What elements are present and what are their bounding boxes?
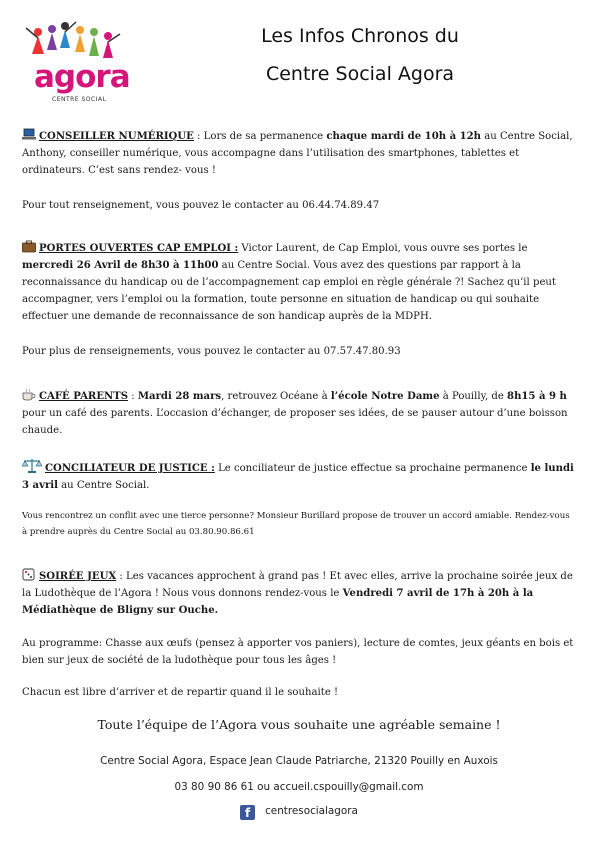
conciliateur-detail: Vous rencontrez un conflit avec une tierce personne? Monsieur Burillard propose de trouver un accord amiable. Rendez-vous à prendre auprès du Centre Social au 03.80.90.86.61 (22, 511, 570, 537)
conseiller-contact: Pour tout renseignement, vous pouvez le contacter au 06.44.74.89.47 (22, 200, 380, 211)
jeux-heading: SOIRÉE JEUX (39, 571, 117, 582)
portes-contact: Pour plus de renseignements, vous pouvez le contacter au 07.57.47.80.93 (22, 346, 401, 357)
closing-message: Toute l’équipe de l’Agora vous souhaite une agréable semaine ! (97, 717, 501, 732)
page-title-line2: Centre Social Agora (265, 63, 455, 85)
portes-section (22, 240, 576, 325)
footer-facebook (22, 805, 576, 820)
briefcase-icon (22, 240, 36, 253)
portes-date: mercredi 26 Avril de 8h30 à 11h00 (22, 260, 219, 271)
portes-heading: PORTES OUVERTES CAP EMPLOI : (39, 243, 239, 254)
conseiller-schedule: chaque mardi de 10h à 12h (326, 131, 482, 142)
footer-phone-email: 03 80 90 86 61 ou accueil.cspouilly@gmail.com (174, 781, 424, 793)
cafe-text-4: pour un café des parents. L’occasion d’échanger, de proposer ses idées, de se pauser autour d’une boisson chaude. (22, 408, 568, 436)
jeux-text-1: : Les vacances approchent à grand pas ! Et avec elles, arrive la prochaine soirée jeux de la Ludothèque de l’Agora ! Nous vous donnons rendez-vous le (22, 571, 573, 599)
conciliateur-text-1: Le conciliateur de justice effectue sa prochaine permanence (214, 463, 531, 474)
portes-text-2: au Centre Social. Vous avez des questions par rapport à la reconnaissance du handicap ou de l’accompagnement cap emploi en règle générale ?! Sachez qu’il peut accompagner, vers l’emploi ou la formation, toute personne en situation de handicap ou qui souhaite effectuer une demande de reconnaissance de son handicap auprès de la MDPH. (22, 260, 556, 322)
facebook-handle[interactable]: centresocialagora (265, 805, 358, 817)
cafe-time: 8h15 à 9 h (507, 391, 567, 402)
facebook-icon: f (240, 805, 255, 820)
jeux-programme: Au programme: Chasse aux œufs (pensez à apporter vos paniers), lecture de comtes, jeux géants en bois et bien sur jeux de société de la ludothèque pour tous les âges ! (22, 638, 574, 666)
laptop-icon (22, 128, 36, 141)
cafe-text-1: : (128, 391, 138, 402)
dice-icon (22, 568, 36, 581)
conciliateur-date: le lundi 3 avril (22, 463, 574, 491)
conciliateur-section (22, 458, 576, 494)
cafe-text-3: à Pouilly, de (439, 391, 508, 402)
cafe-date: Mardi 28 mars (137, 391, 222, 402)
scales-icon (22, 458, 42, 471)
cafe-heading: CAFÉ PARENTS (39, 391, 129, 402)
conciliateur-text-2: au Centre Social. (57, 480, 150, 491)
portes-text-1: Victor Laurent, de Cap Emploi, vous ouvre ses portes le (238, 243, 528, 254)
jeux-section (22, 568, 576, 619)
conciliateur-heading: CONCILIATEUR DE JUSTICE : (45, 463, 215, 474)
conseiller-text-1: : Lors de sa permanence (193, 131, 327, 142)
jeux-date-location: Vendredi 7 avril de 17h à 20h à la Médiathèque de Bligny sur Ouche. (22, 588, 534, 616)
coffee-cup-icon (22, 388, 36, 401)
page-title-line1: Les Infos Chronos du (261, 25, 459, 47)
logo-wordmark: agora (34, 59, 130, 95)
logo-subtitle: CENTRE SOCIAL (52, 96, 107, 103)
conseiller-text-2: au Centre Social, Anthony, conseiller numérique, vous accompagne dans l’utilisation des smartphones, tablettes et ordinateurs. C’est sans rendez- vous ! (22, 131, 573, 176)
cafe-text-2: , retrouvez Océane à (221, 391, 331, 402)
conseiller-heading: CONSEILLER NUMÉRIQUE (39, 131, 194, 142)
cafe-section (22, 388, 576, 439)
footer-address: Centre Social Agora, Espace Jean Claude Patriarche, 21320 Pouilly en Auxois (100, 755, 498, 767)
agora-logo (18, 20, 130, 102)
conseiller-section (22, 128, 576, 179)
jeux-libre: Chacun est libre d’arriver et de repartir quand il le souhaite ! (22, 687, 339, 698)
cafe-location: l’école Notre Dame (330, 391, 440, 402)
